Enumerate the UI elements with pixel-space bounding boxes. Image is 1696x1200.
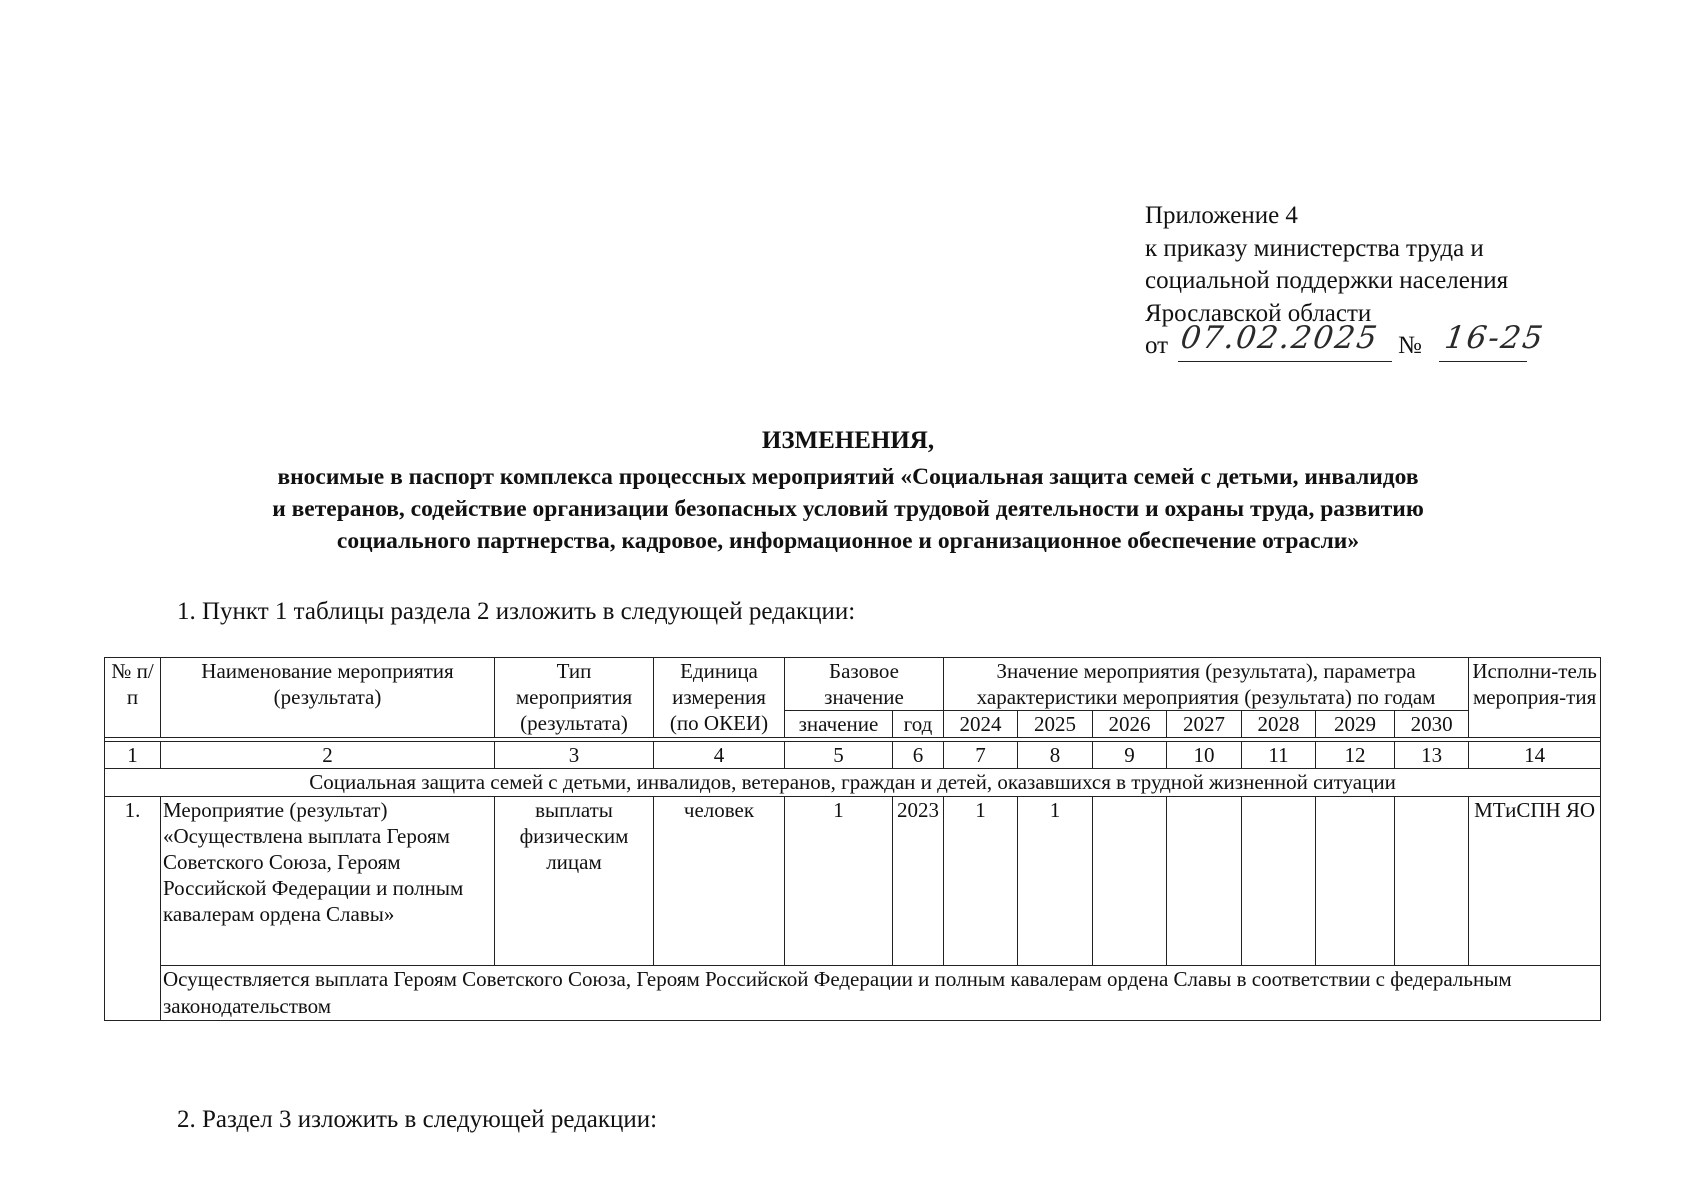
header-num: № п/п <box>105 658 161 738</box>
paragraph-1: 1. Пункт 1 таблицы раздела 2 изложить в следующей редакции: <box>177 598 856 625</box>
row-value-2030 <box>1395 797 1469 966</box>
column-number: 5 <box>785 742 893 769</box>
appendix-number: Приложение 4 <box>1145 202 1298 229</box>
column-number: 14 <box>1469 742 1601 769</box>
row-name: Мероприятие (результат) «Осуществлена выплата Героям Советского Союза, Героям Российской Федерации и полным кавалерам ордена Славы» <box>161 797 495 966</box>
header-year: 2025 <box>1018 711 1093 738</box>
handwritten-number: 16-25 <box>1442 320 1547 356</box>
row-unit: человек <box>654 797 785 966</box>
column-number: 10 <box>1167 742 1242 769</box>
measures-table <box>104 657 1601 1021</box>
row-num: 1. <box>105 797 161 1021</box>
column-number: 8 <box>1018 742 1093 769</box>
column-number: 13 <box>1395 742 1469 769</box>
column-number: 7 <box>944 742 1018 769</box>
ministry-name-line: социальной поддержки населения <box>1145 267 1509 294</box>
subtitle-line: вносимые в паспорт комплекса процессных мероприятий «Социальная защита семей с детьми, инвалидов <box>277 464 1419 490</box>
column-number: 1 <box>105 742 161 769</box>
subtitle-line: социального партнерства, кадровое, информационное и организационное обеспечение отрасли» <box>336 528 1360 554</box>
number-underline <box>1439 361 1527 362</box>
row-base-year: 2023 <box>893 797 944 966</box>
column-number: 6 <box>893 742 944 769</box>
row-value-2029 <box>1316 797 1395 966</box>
column-number: 9 <box>1093 742 1167 769</box>
order-date-number-line <box>1145 320 1585 364</box>
order-reference-line: к приказу министерства труда и <box>1145 234 1484 262</box>
header-year: 2024 <box>944 711 1018 738</box>
region-name-line: Ярославской области <box>1145 299 1372 327</box>
number-sign: № <box>1398 332 1422 359</box>
row-note: Осуществляется выплата Героям Советского Союза, Героям Российской Федерации и полным кавалерам ордена Славы в соответствии с федеральным законодательством <box>161 966 1601 1021</box>
column-number: 11 <box>1242 742 1316 769</box>
header-year: 2030 <box>1395 711 1469 738</box>
header-base: Базовое значение <box>785 658 944 711</box>
row-base-value: 1 <box>785 797 893 966</box>
handwritten-date: 07.02.2025 <box>1178 320 1382 356</box>
column-number: 2 <box>161 742 495 769</box>
paragraph-2: 2. Раздел 3 изложить в следующей редакции: <box>177 1106 658 1133</box>
column-number: 12 <box>1316 742 1395 769</box>
row-value-2025: 1 <box>1018 797 1093 966</box>
row-value-2028 <box>1242 797 1316 966</box>
header-base-year: год <box>893 711 944 738</box>
subtitle-line: и ветеранов, содействие организации безопасных условий трудовой деятельности и охраны труда, развитию <box>272 496 1424 522</box>
note-row <box>105 966 1601 1021</box>
date-underline <box>1178 361 1392 362</box>
date-prefix: от <box>1145 332 1169 359</box>
column-number: 3 <box>495 742 654 769</box>
row-value-2027 <box>1167 797 1242 966</box>
row-value-2024: 1 <box>944 797 1018 966</box>
row-value-2026 <box>1093 797 1167 966</box>
header-year: 2029 <box>1316 711 1395 738</box>
header-values: Значение мероприятия (результата), параметра характеристики мероприятия (результата) по годам <box>944 658 1469 711</box>
section-row <box>105 769 1601 797</box>
document-title: ИЗМЕНЕНИЯ, <box>761 427 935 454</box>
header-type: Тип мероприятия (результата) <box>495 658 654 738</box>
header-name: Наименование мероприятия (результата) <box>161 658 495 738</box>
column-number: 4 <box>654 742 785 769</box>
header-unit: Единица измерения (по ОКЕИ) <box>654 658 785 738</box>
header-year: 2028 <box>1242 711 1316 738</box>
row-type: выплаты физическим лицам <box>495 797 654 966</box>
header-year: 2026 <box>1093 711 1167 738</box>
approval-stamp <box>1145 200 1585 364</box>
document-subtitle <box>0 461 1696 557</box>
header-executor: Исполни-тель мероприя-тия <box>1469 658 1601 738</box>
section-title: Социальная защита семей с детьми, инвалидов, ветеранов, граждан и детей, оказавшихся в трудной жизненной ситуации <box>105 769 1601 797</box>
row-executor: МТиСПН ЯО <box>1469 797 1601 966</box>
column-number-row <box>105 742 1601 769</box>
table-row <box>105 797 1601 966</box>
header-base-value: значение <box>785 711 893 738</box>
header-year: 2027 <box>1167 711 1242 738</box>
